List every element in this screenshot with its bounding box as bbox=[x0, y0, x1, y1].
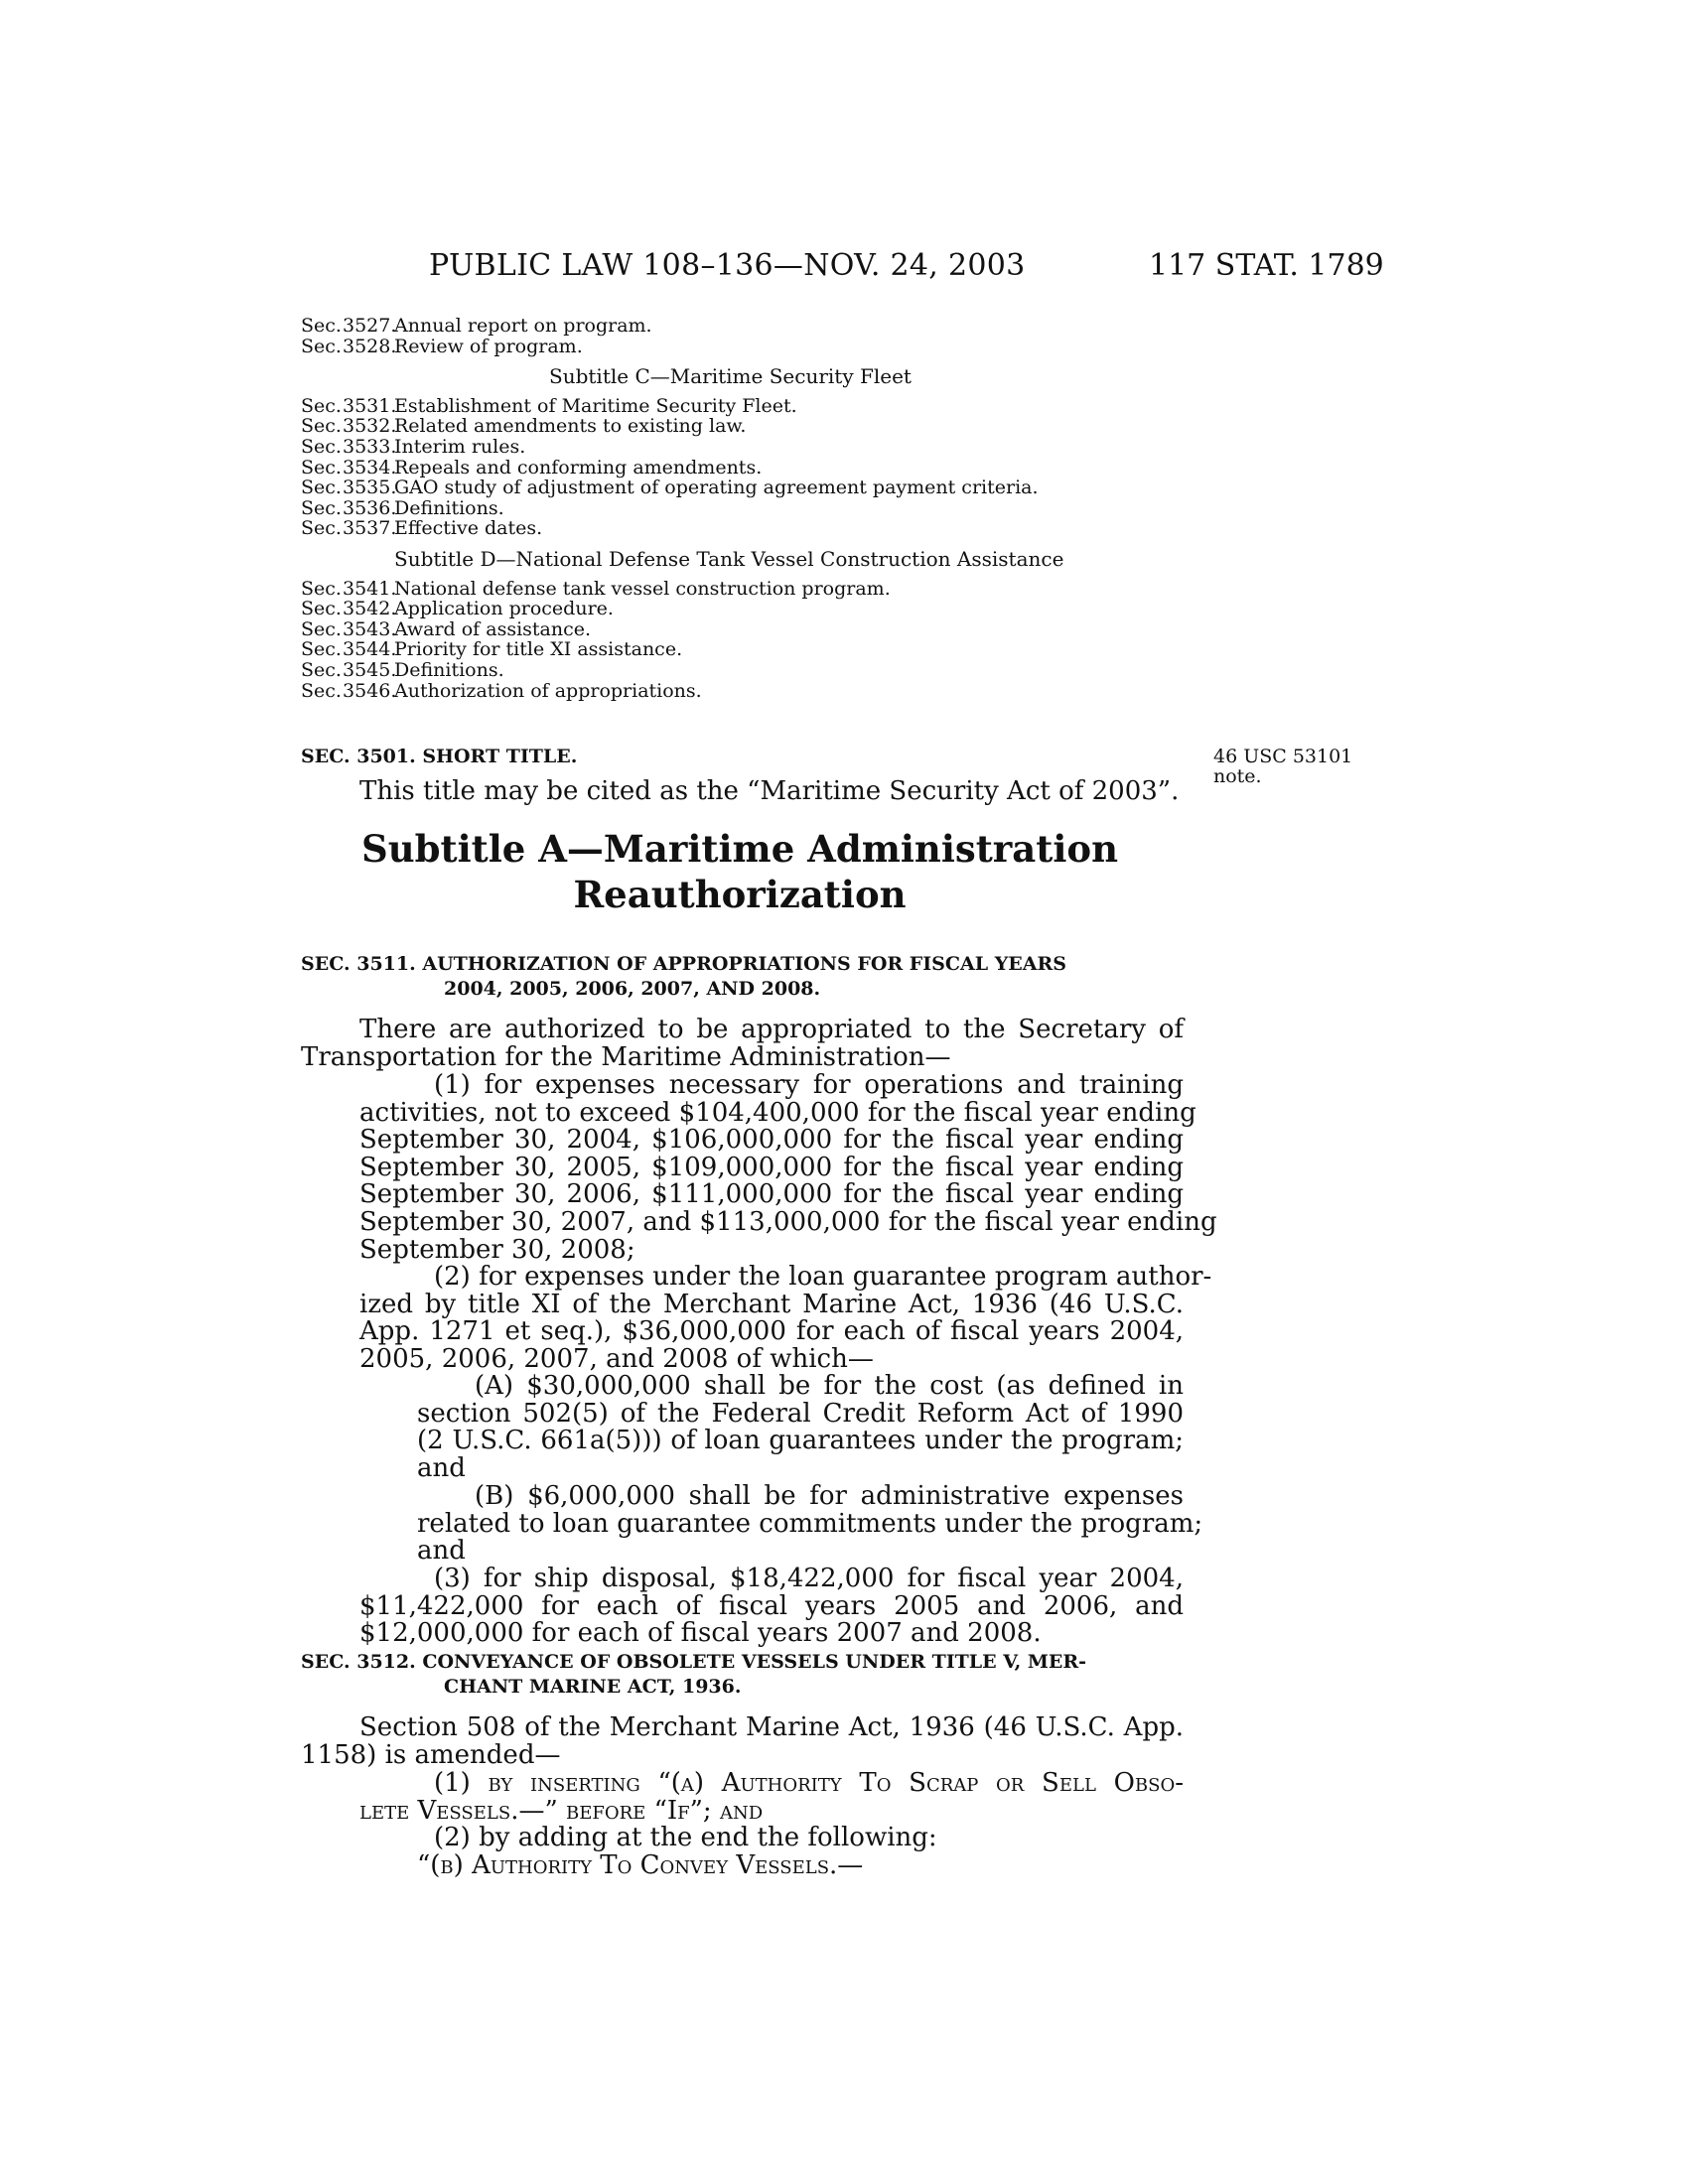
toc-item: Sec. 3534. Repeals and conforming amendments. bbox=[301, 456, 763, 478]
toc-item: Sec. 3543. Award of assistance. bbox=[301, 617, 592, 640]
subtitle-a-title: Subtitle A—Maritime Administration Reauthorization bbox=[361, 827, 1118, 916]
toc-item: Sec. 3545. Definitions. bbox=[301, 658, 504, 681]
margin-note: 46 USC 53101 note. bbox=[1213, 746, 1353, 787]
toc-item: Sec. 3533. Interim rules. bbox=[301, 435, 526, 458]
toc-item: Sec. 3535. GAO study of adjustment of operating agreement payment criteria. bbox=[301, 477, 1039, 499]
running-header-page: 117 STAT. 1789 bbox=[1149, 248, 1384, 283]
section-3512-para-3: “(b) Authority To Convey Vessels.— bbox=[417, 1850, 864, 1880]
section-3511-para-2: (2) for expenses under the loan guarantee program author- ized by title XI of the Merchant Marine Act, 1936 (46 U.S.C. App. 1271 et seq.), $36,000,000 for each of fiscal years 2004, 2005, 2006, 2007, and 2008 of which— bbox=[359, 1262, 1212, 1374]
toc-item: Sec. 3531. Establishment of Maritime Security Fleet. bbox=[301, 394, 797, 417]
section-3512-para-2: (2) by adding at the end the following: bbox=[434, 1823, 937, 1852]
toc-item: Sec. 3537. Effective dates. bbox=[301, 517, 543, 540]
toc-item: Sec. 3544. Priority for title XI assistance. bbox=[301, 638, 683, 661]
toc-item: Sec. 3542. Application procedure. bbox=[301, 598, 614, 620]
section-3501-heading: SEC. 3501. SHORT TITLE. bbox=[301, 746, 578, 767]
toc-item: Sec. 3532. Related amendments to existing law. bbox=[301, 415, 747, 438]
toc-subtitle-c: Subtitle C—Maritime Security Fleet bbox=[549, 364, 912, 389]
table-of-contents bbox=[301, 316, 1214, 701]
section-3511-para-1: (1) for expenses necessary for operations and training activities, not to exceed $104,400,000 for the fiscal year ending September 30, 2004, $106,000,000 for the fiscal year ending September 30, 2005, $109,000,000 for the fiscal year ending September 30, 2006, $111,000,000 for the fiscal year ending September 30, 2007, and $113,000,000 for the fiscal year ending September 30, 2008; bbox=[359, 1070, 1217, 1265]
toc-subtitle-d: Subtitle D—National Defense Tank Vessel Construction Assistance bbox=[394, 546, 1064, 571]
toc-item: Sec. 3541. National defense tank vessel construction program. bbox=[301, 577, 891, 600]
toc-item: Sec. 3546. Authorization of appropriations. bbox=[301, 679, 702, 702]
section-3512-heading: SEC. 3512. CONVEYANCE OF OBSOLETE VESSELS UNDER TITLE V, MER- CHANT MARINE ACT, 1936. bbox=[301, 1651, 1087, 1698]
section-3511-para-3: (3) for ship disposal, $18,422,000 for fiscal year 2004, $11,422,000 for each of fiscal years 2005 and 2006, and $12,000,000 for each of fiscal years 2007 and 2008. bbox=[359, 1564, 1184, 1649]
toc-item: Sec. 3536. Definitions. bbox=[301, 496, 504, 519]
section-3512-para-1: (1) by inserting “(a) Authority To Scrap or Sell Obso- lete Vessels.—” before “If”; and bbox=[359, 1768, 1184, 1826]
toc-item: Sec. 3527. Annual report on program. bbox=[301, 315, 652, 337]
section-3511-intro: There are authorized to be appropriated to the Secretary of Transportation for the Maritime Administration— bbox=[301, 1015, 1184, 1072]
section-3511-para-b: (B) $6,000,000 shall be for administrative expenses related to loan guarantee commitments under the program; and bbox=[417, 1481, 1203, 1567]
section-3501-text: This title may be cited as the “Maritime Security Act of 2003”. bbox=[359, 776, 1180, 806]
section-3511-para-a: (A) $30,000,000 shall be for the cost (as defined in section 502(5) of the Federal Credit Reform Act of 1990 (2 U.S.C. 661a(5))) of loan guarantees under the program; and bbox=[417, 1371, 1184, 1483]
section-3512-intro: Section 508 of the Merchant Marine Act, 1936 (46 U.S.C. App. 1158) is amended— bbox=[301, 1712, 1184, 1770]
toc-item: Sec. 3528. Review of program. bbox=[301, 335, 583, 357]
running-header-title: PUBLIC LAW 108–136—NOV. 24, 2003 bbox=[429, 248, 1026, 283]
section-3511-heading: SEC. 3511. AUTHORIZATION OF APPROPRIATIONS FOR FISCAL YEARS 2004, 2005, 2006, 2007, AND 2008. bbox=[301, 953, 1067, 1000]
